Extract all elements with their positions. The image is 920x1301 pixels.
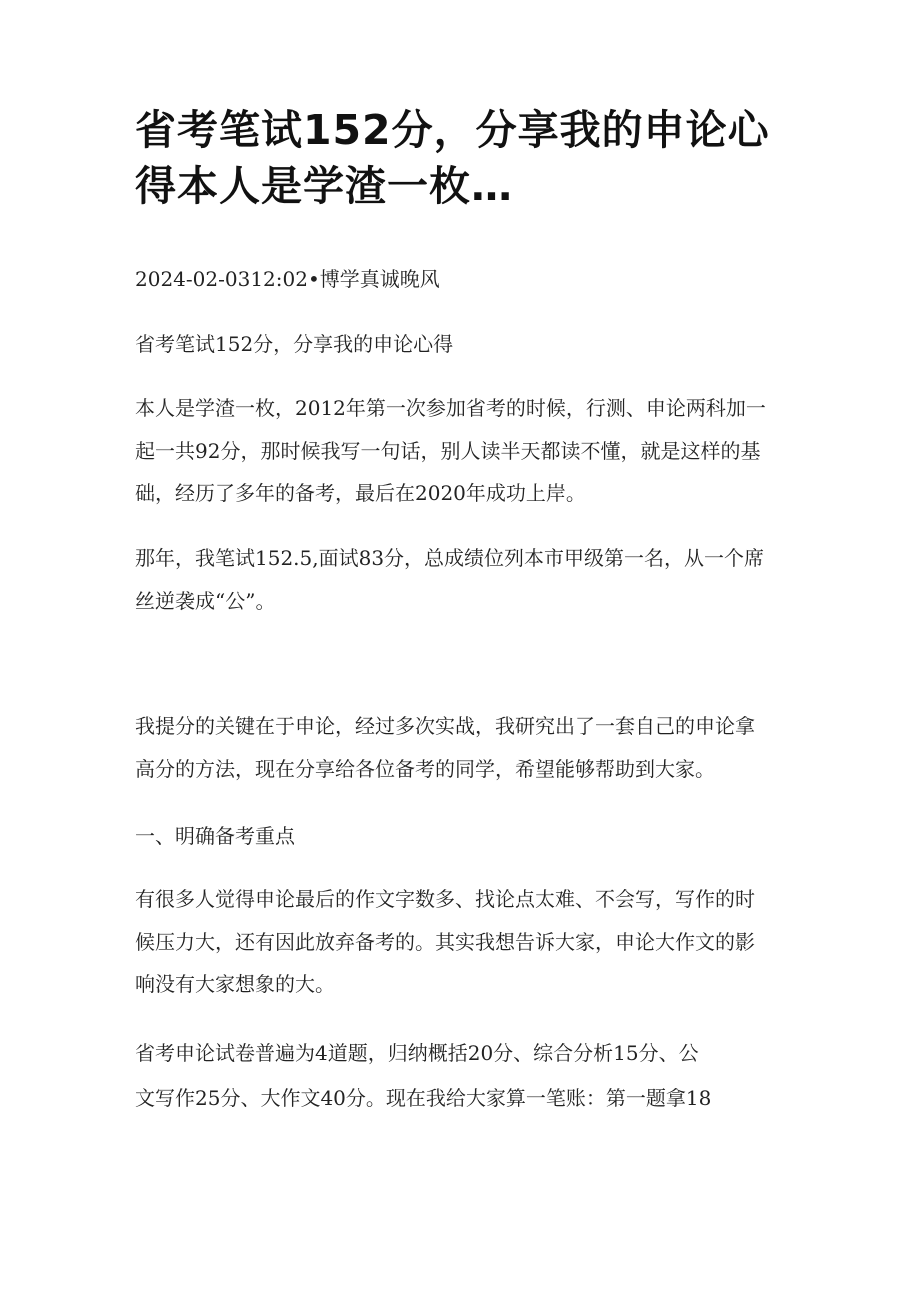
paragraph-line: 起一共92分，那时候我写一句话，别人读半天都读不懂，就是这样的基	[135, 439, 761, 463]
paragraph-line: 文写作25分、大作文40分。现在我给大家算一笔账：第一题拿18	[135, 1086, 712, 1110]
paragraph-line: 响没有大家想象的大。	[135, 972, 335, 996]
paragraph-line: 候压力大，还有因此放弃备考的。其实我想告诉大家，申论大作文的影	[135, 930, 755, 954]
article-meta: 2024-02-0312:02•博学真诚晚风	[135, 267, 440, 291]
title-line: 得本人是学渣一枚…	[135, 162, 513, 210]
title-line: 省考笔试152分，分享我的申论心	[135, 106, 770, 154]
paragraph-line: 那年，我笔试152.5,面试83分，总成绩位列本市甲级第一名，从一个席	[135, 546, 765, 570]
paragraph-line: 高分的方法，现在分享给各位备考的同学，希望能够帮助到大家。	[135, 757, 715, 781]
paragraph-line: 本人是学渣一枚，2012年第一次参加省考的时候，行测、申论两科加一	[135, 396, 766, 420]
paragraph-line: 丝逆袭成“公”。	[135, 589, 276, 613]
paragraph-line: 有很多人觉得申论最后的作文字数多、找论点太难、不会写，写作的时	[135, 887, 755, 911]
paragraph-line: 省考笔试152分，分享我的申论心得	[135, 332, 454, 356]
paragraph-line: 我提分的关键在于申论，经过多次实战，我研究出了一套自己的申论拿	[135, 714, 755, 738]
paragraph-line: 一、明确备考重点	[135, 824, 295, 848]
paragraph-line: 础，经历了多年的备考，最后在2020年成功上岸。	[135, 481, 586, 505]
paragraph-line: 省考申论试卷普遍为4道题，归纳概括20分、综合分析15分、公	[135, 1041, 699, 1065]
